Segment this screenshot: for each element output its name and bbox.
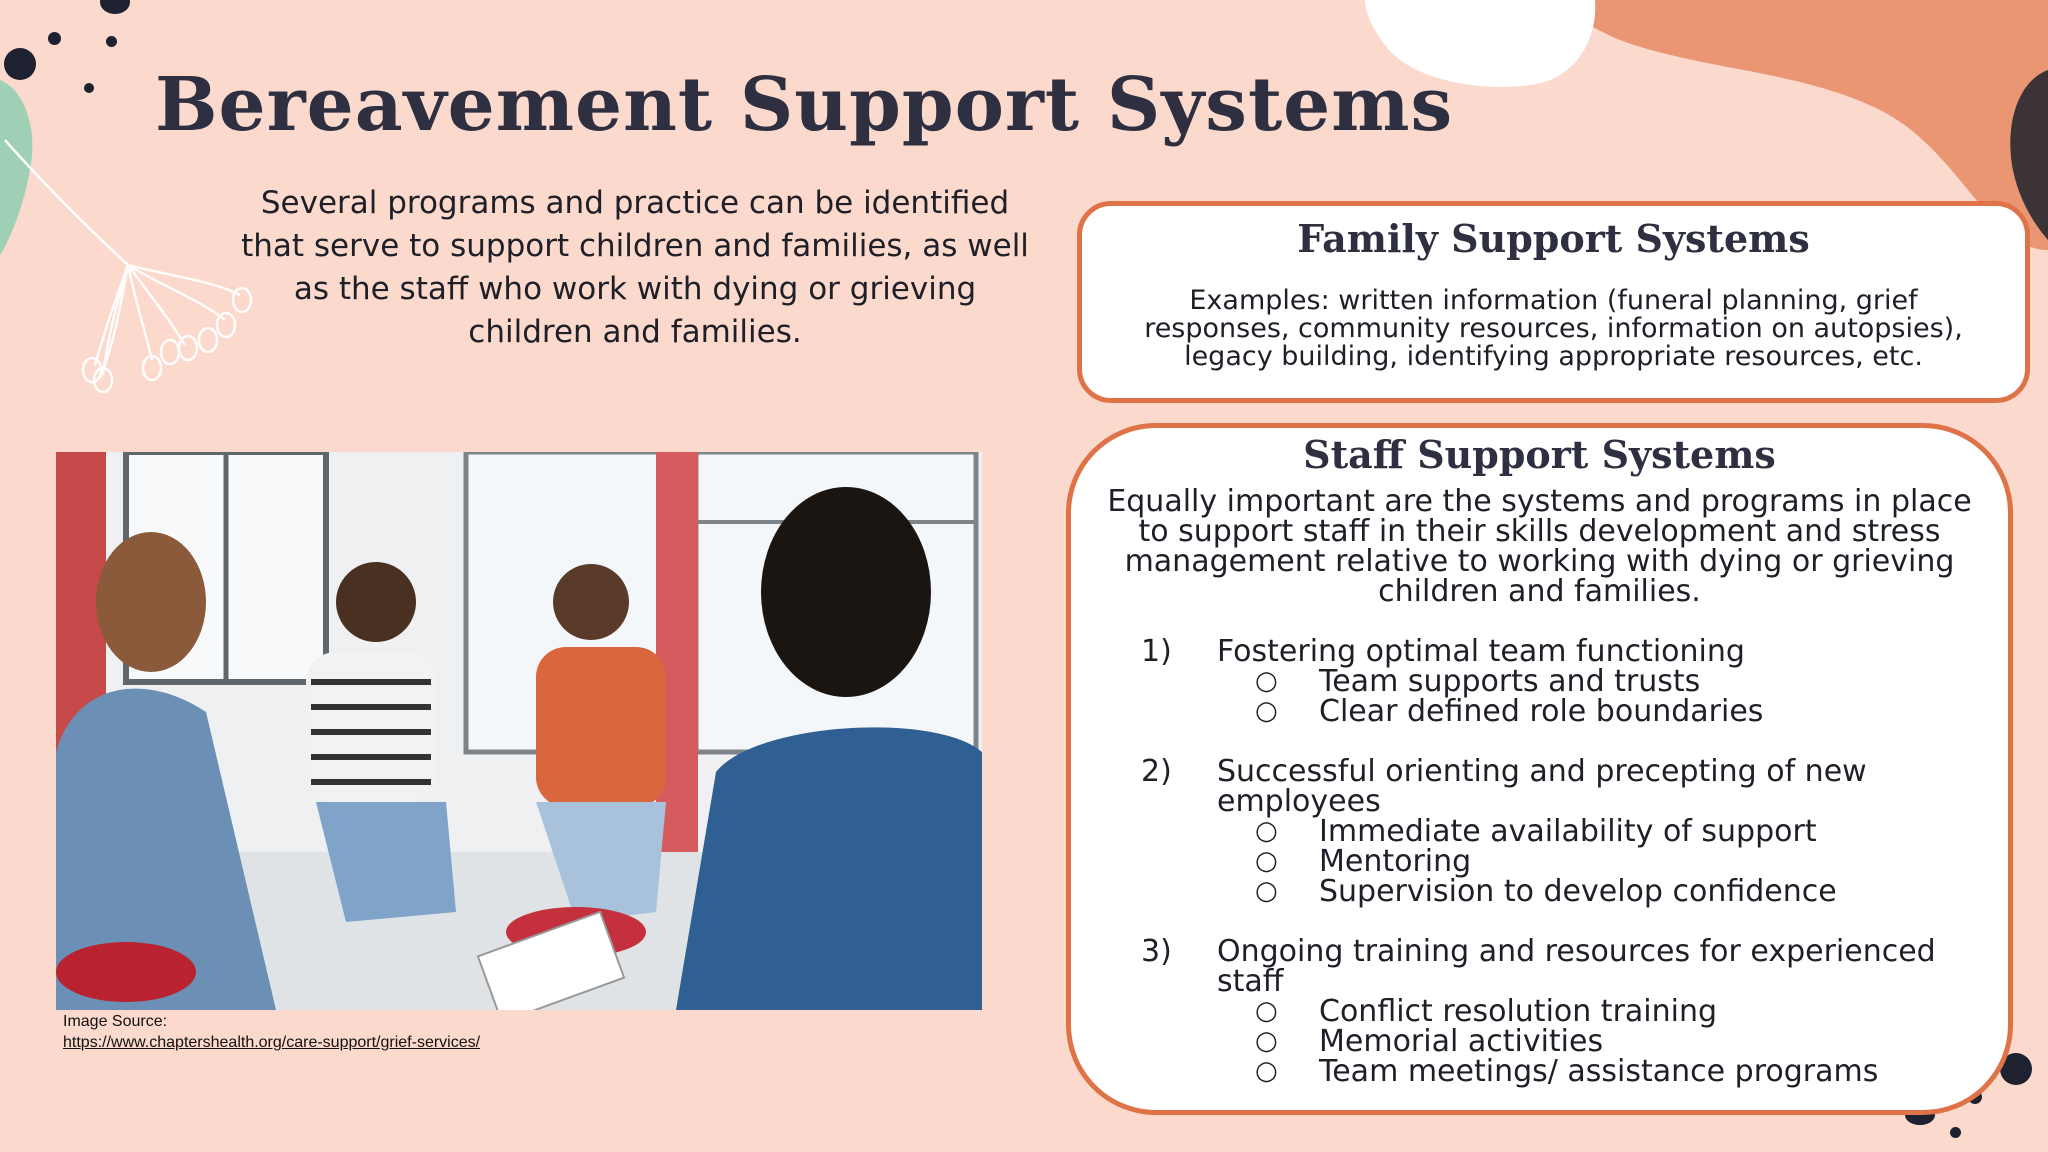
- sub-list-item: [1217, 874, 2008, 909]
- sub-list-item-label: Mentoring: [1319, 844, 1472, 879]
- sub-list-item-label: Supervision to develop confidence: [1319, 874, 1837, 909]
- circle-bullet-icon: ○: [1255, 696, 1278, 726]
- intro-text: Several programs and practice can be identified that serve to support children and families, as well as the staff who work with dying or grieving children and families.: [241, 185, 1029, 350]
- circle-bullet-icon: ○: [1255, 876, 1278, 906]
- family-support-box: [1077, 201, 2030, 403]
- sub-list-item-label: Conflict resolution training: [1319, 994, 1718, 1029]
- page-title: Bereavement Support Systems: [155, 62, 1454, 148]
- circle-bullet-icon: ○: [1255, 1056, 1278, 1086]
- circle-bullet-icon: ○: [1255, 996, 1278, 1026]
- decor-dot: [84, 83, 94, 93]
- circle-bullet-icon: ○: [1255, 846, 1278, 876]
- list-item-label: Successful orienting and precepting of new employees: [1217, 754, 1867, 819]
- circle-bullet-icon: ○: [1255, 1026, 1278, 1056]
- list-item-number: 2): [1141, 754, 1172, 789]
- list-item-number: 3): [1141, 934, 1172, 969]
- sub-list-item-label: Team meetings/ assistance programs: [1319, 1054, 1879, 1089]
- list-item-number: 1): [1141, 634, 1172, 669]
- staff-support-intro: Equally important are the systems and programs in place to support staff in their skills development and stress management relative to working with dying or grieving children and families.: [1107, 484, 1972, 609]
- sub-list: [1217, 814, 2008, 909]
- sub-list-item-label: Clear defined role boundaries: [1319, 694, 1764, 729]
- sub-list: [1217, 994, 2008, 1089]
- family-support-title: Family Support Systems: [1297, 216, 1810, 261]
- list-item-label: Ongoing training and resources for experienced staff: [1217, 934, 1936, 999]
- caption-label: Image Source:: [63, 1013, 168, 1030]
- staff-support-title: Staff Support Systems: [1303, 432, 1776, 477]
- sub-list-item: [1217, 1054, 2008, 1089]
- circle-bullet-icon: ○: [1255, 666, 1278, 696]
- list-item: [1071, 754, 2008, 909]
- support-group-photo: [56, 452, 982, 1010]
- decor-dot: [48, 32, 61, 45]
- list-item-label: Fostering optimal team functioning: [1217, 634, 1745, 669]
- flower-icon: [5, 140, 251, 392]
- sub-list-item: [1217, 664, 2008, 699]
- list-item: [1071, 934, 2008, 1089]
- caption-link[interactable]: https://www.chaptershealth.org/care-support/grief-services/: [63, 1034, 481, 1051]
- sub-list-item: [1217, 694, 2008, 729]
- decor-dot: [4, 48, 36, 80]
- circle-bullet-icon: ○: [1255, 816, 1278, 846]
- green-blob-shape: [0, 80, 32, 255]
- sub-list: [1217, 664, 2008, 729]
- decor-dot: [1950, 1127, 1961, 1138]
- list-item: [1071, 634, 2008, 729]
- sub-list-item: [1217, 994, 2008, 1029]
- sub-list-item-label: Memorial activities: [1319, 1024, 1604, 1059]
- sub-list-item: [1217, 814, 2008, 849]
- staff-support-box: [1066, 423, 2013, 1115]
- sub-list-item-label: Team supports and trusts: [1319, 664, 1701, 699]
- decor-dot: [106, 36, 117, 47]
- staff-support-list: [1071, 634, 2008, 1089]
- sub-list-item: [1217, 844, 2008, 879]
- sub-list-item-label: Immediate availability of support: [1319, 814, 1817, 849]
- family-support-text: Examples: written information (funeral planning, grief responses, community resources, information on autopsies), legacy building, identifying appropriate resources, etc.: [1144, 285, 1963, 372]
- sub-list-item: [1217, 1024, 2008, 1059]
- image-caption: [63, 1011, 480, 1053]
